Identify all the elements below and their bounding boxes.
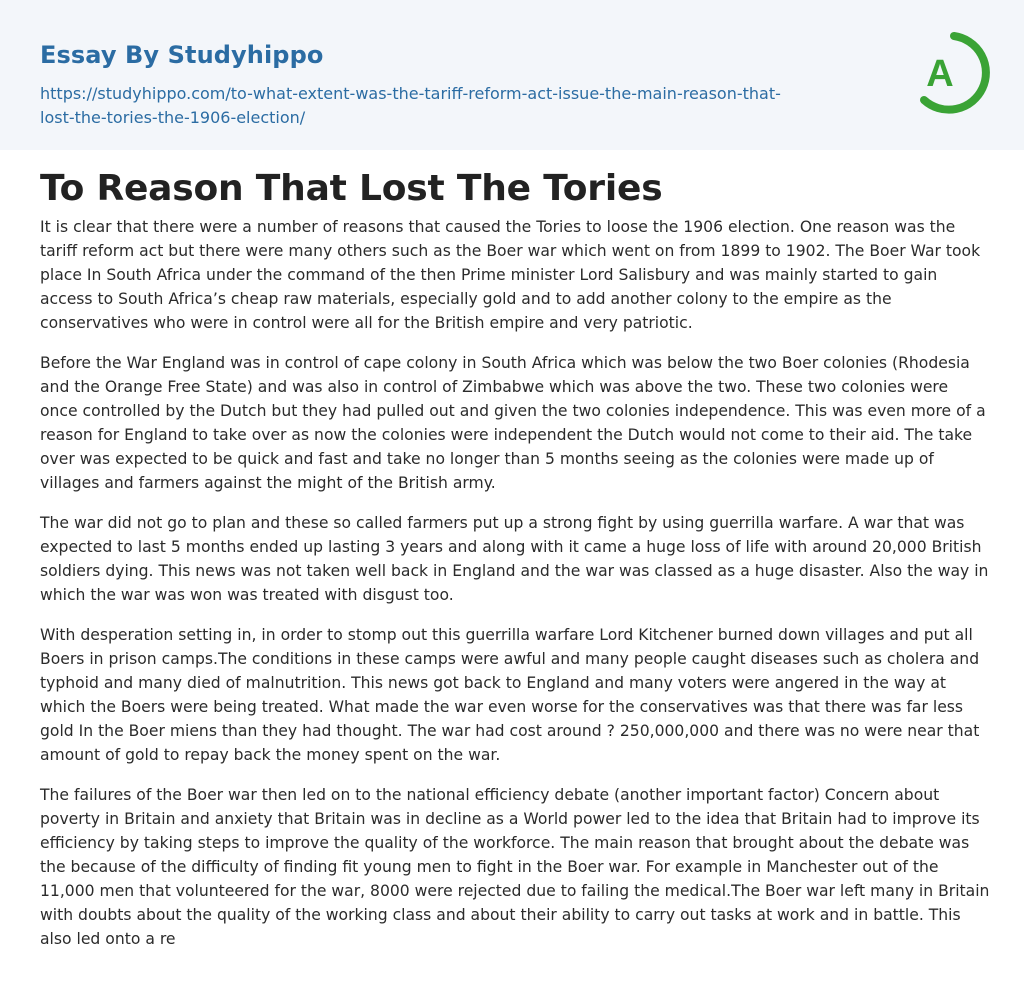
page-header <box>0 0 1024 150</box>
source-url-line-1[interactable]: https://studyhippo.com/to-what-extent-was-the-tariff-reform-act-issue-the-main-reason-that- <box>40 84 781 103</box>
source-url-line-2[interactable]: lost-the-tories-the-1906-election/ <box>40 108 306 127</box>
essay-paragraph: With desperation setting in, in order to stomp out this guerrilla warfare Lord Kitchener burned down villages and put all Boers in prison camps.The conditions in these camps were awful and many people caught diseases such as cholera and typhoid and many died of malnutrition. This news got back to England and many voters were angered in the way at which the Boers were being treated. What made the war even worse for the conservatives was that there was far less gold In the Boer miens than they had thought. The war had cost around ? 250,000,000 and there was no were near that amount of gold to repay back the money spent on the war. <box>40 626 980 764</box>
source-url-link[interactable] <box>40 82 840 130</box>
essay-paragraph: It is clear that there were a number of reasons that caused the Tories to loose the 1906 election. One reason was the tariff reform act but there were many others such as the Boer war which went on from 1899 to 1902. The Boer War took place In South Africa under the command of the then Prime minister Lord Salisbury and was mainly started to gain access to South Africa’s cheap raw materials, especially gold and to add another colony to the empire as the conservatives who were in control were all for the British empire and very patriotic. <box>40 218 981 332</box>
studyhippo-logo-icon[interactable] <box>904 26 992 118</box>
site-brand[interactable]: Essay By Studyhippo <box>40 41 324 69</box>
essay-body <box>40 215 990 967</box>
essay-paragraph: Before the War England was in control of cape colony in South Africa which was below the two Boer colonies (Rhodesia and the Orange Free State) and was also in control of Zimbabwe which was above the two. These two colonies were once controlled by the Dutch but they had pulled out and given the two colonies independence. This was even more of a reason for England to take over as now the colonies were independent the Dutch would not come to their aid. The take over was expected to be quick and fast and take no longer than 5 months seeing as the colonies were made up of villages and farmers against the might of the British army. <box>40 354 986 492</box>
essay-paragraph: The failures of the Boer war then led on to the national efficiency debate (another important factor) Concern about poverty in Britain and anxiety that Britain was in decline as a World power led to the idea that Britain had to improve its efficiency by taking steps to improve the quality of the workforce. The main reason that brought about the debate was the because of the difficulty of finding fit young men to fight in the Boer war. For example in Manchester out of the 11,000 men that volunteered for the war, 8000 were rejected due to failing the medical.The Boer war left many in Britain with doubts about the quality of the working class and about their ability to carry out tasks at work and in battle. This also led onto a re <box>40 786 990 948</box>
logo-letter: A <box>926 53 954 95</box>
essay-paragraph: The war did not go to plan and these so called farmers put up a strong fight by using guerrilla warfare. A war that was expected to last 5 months ended up lasting 3 years and along with it came a huge loss of life with around 20,000 British soldiers dying. This news was not taken well back in England and the war was classed as a huge disaster. Also the way in which the war was won was treated with disgust too. <box>40 514 989 604</box>
essay-title: To Reason That Lost The Tories <box>40 168 663 209</box>
